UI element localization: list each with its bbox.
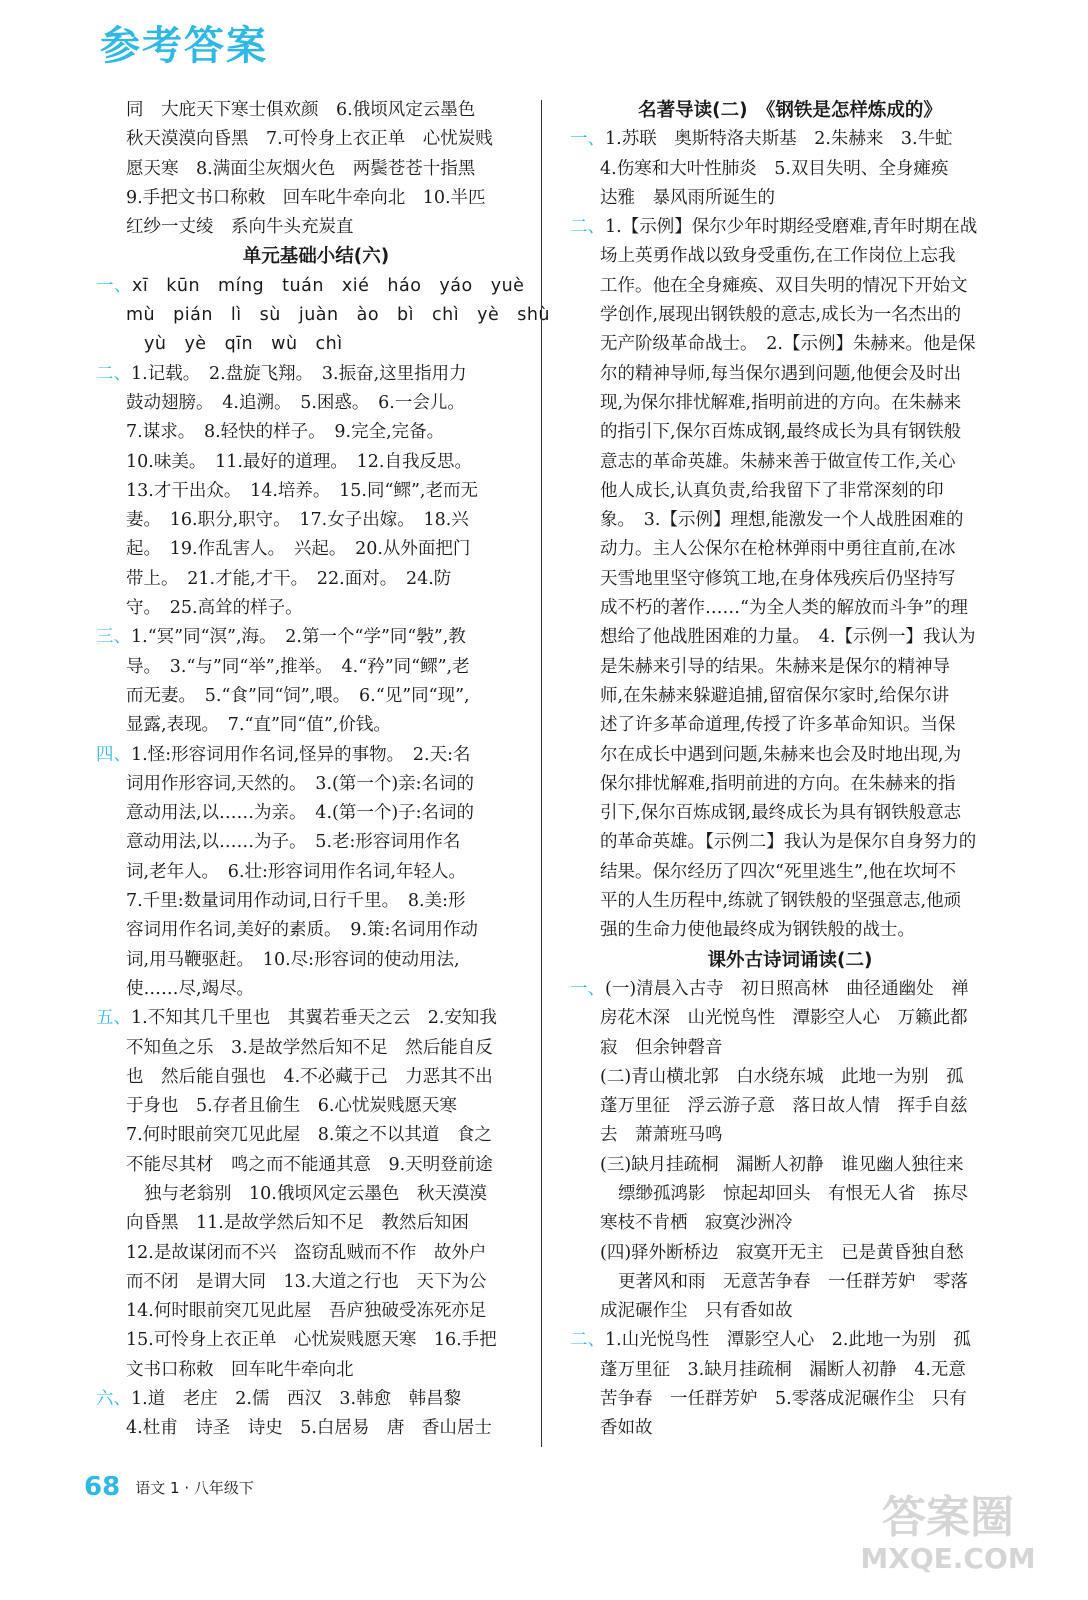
answer-line	[570, 565, 1010, 594]
answer-line	[96, 418, 536, 447]
answer-line	[570, 1121, 1010, 1150]
answer-line	[96, 1326, 536, 1355]
answer-line	[96, 1063, 536, 1092]
answer-line	[96, 741, 536, 770]
line-text: 场上英勇作战以致身受重伤,在工作岗位上忘我	[600, 246, 956, 267]
section-heading	[96, 242, 536, 271]
answer-line	[570, 301, 1010, 330]
answer-line	[570, 1180, 1010, 1209]
answer-line	[570, 1239, 1010, 1268]
line-text: 守。 25.高耸的样子。	[126, 598, 303, 619]
line-text: 强的生命力使他最终成为钢铁般的战士。	[600, 920, 915, 941]
answer-line	[96, 1239, 536, 1268]
line-text: 词用作形容词,天然的。 3.(第一个)亲:名词的	[126, 773, 475, 794]
answer-line	[570, 916, 1010, 945]
line-text: mù pián lì sù juàn ào bì chì yè shù	[126, 305, 551, 326]
answer-line	[96, 916, 536, 945]
line-text: 是朱赫来引导的结果。朱赫来是保尔的精神导	[600, 656, 950, 677]
answer-line	[96, 1297, 536, 1326]
line-text: 结果。保尔经历了四次“死里逃生”,他在坎坷不	[600, 861, 956, 882]
answer-line	[570, 1414, 1010, 1443]
line-text: 同 大庇天下寒士俱欢颜 6.俄顷风定云墨色	[126, 100, 476, 120]
section-heading	[570, 96, 1010, 125]
line-text: 更著风和雨 无意苦争春 一任群芳妒 零落	[618, 1271, 968, 1292]
answer-line	[96, 828, 536, 857]
answer-line	[96, 213, 536, 242]
line-text: 妻。 16.职分,职守。 17.女子出嫁。 18.兴	[126, 510, 469, 531]
line-text: 课外古诗词诵读(二)	[707, 949, 873, 971]
line-text: 15.可怜身上衣正单 心忧炭贱愿天寒 16.手把	[126, 1330, 497, 1351]
line-text: 寂 但余钟磬音	[600, 1037, 723, 1058]
line-text: 缥缈孤鸿影 惊起却回头 有恨无人省 拣尽	[618, 1183, 968, 1204]
line-text: 单元基础小结(六)	[242, 246, 390, 268]
section-marker: 二、	[96, 363, 131, 384]
answer-line	[96, 477, 536, 506]
answer-line	[96, 1209, 536, 1238]
line-text: 1.不知其几千里也 其翼若垂天之云 2.安知我	[131, 1008, 497, 1029]
line-text: 成不朽的著作……“为全人类的解放而斗争”的理	[600, 598, 968, 619]
answer-line	[570, 1209, 1010, 1238]
line-text: 房花木深 山光悦鸟性 潭影空人心 万籁此都	[600, 1008, 968, 1029]
line-text: 10.味美。 11.最好的道理。 12.自我反思。	[126, 451, 472, 472]
line-text: 而无妻。 5.“食”同“饲”,喂。 6.“见”同“现”,	[126, 685, 470, 706]
answer-line	[570, 389, 1010, 418]
line-text: 1.苏联 奥斯特洛夫斯基 2.朱赫来 3.牛虻	[605, 129, 953, 150]
left-column	[96, 96, 551, 1444]
answer-line	[570, 594, 1010, 623]
line-text: 无产阶级革命战士。 2.【示例】朱赫来。他是保	[600, 334, 976, 355]
answer-line	[96, 360, 536, 389]
line-text: 1.山光悦鸟性 潭影空人心 2.此地一为别 孤	[605, 1330, 971, 1351]
line-text: 学创作,展现出钢铁般的意志,成长为一名杰出的	[600, 305, 962, 326]
answer-line	[570, 272, 1010, 301]
line-text: 词,老年人。 6.壮:形容词用作名词,年轻人。	[126, 861, 466, 882]
line-text: 13.才干出众。 14.培养。 15.同“鳏”,老而无	[126, 480, 478, 501]
answer-line	[96, 887, 536, 916]
answer-line	[96, 125, 536, 154]
line-text: 的革命英雄。【示例二】我认为是保尔自身努力的	[600, 832, 977, 853]
answer-line	[570, 1385, 1010, 1414]
column-divider	[541, 100, 542, 1447]
answer-line	[96, 653, 536, 682]
answer-line	[570, 330, 1010, 359]
line-text: xī kūn míng tuán xié háo yáo yuè	[132, 275, 525, 296]
answer-line	[570, 213, 1010, 242]
answer-line	[96, 1034, 536, 1063]
answer-line	[96, 858, 536, 887]
section-marker: 一、	[570, 129, 605, 150]
answer-line	[96, 1356, 536, 1385]
answer-line	[570, 535, 1010, 564]
answer-line	[96, 565, 536, 594]
answer-line	[96, 155, 536, 184]
answer-line	[570, 799, 1010, 828]
line-text: 而不闭 是谓大同 13.大道之行也 天下为公	[126, 1271, 487, 1292]
line-text: 他人成长,认真负责,给我留下了非常深刻的印	[600, 480, 944, 501]
answer-line	[570, 623, 1010, 652]
line-text: 蓬万里征 3.缺月挂疏桐 漏断人初静 4.无意	[600, 1359, 966, 1380]
answer-line	[96, 1092, 536, 1121]
line-text: 14.何时眼前突兀见此屋 吾庐独破受冻死亦足	[126, 1301, 487, 1322]
answer-line	[96, 1268, 536, 1297]
answer-line	[570, 1151, 1010, 1180]
line-text: 不能尽其材 鸣之而不能通其意 9.天明登前途	[126, 1154, 493, 1175]
page-title: 参考答案	[100, 23, 268, 69]
footer	[84, 1472, 254, 1502]
answer-line	[96, 711, 536, 740]
answer-line	[570, 1034, 1010, 1063]
answer-line	[96, 1385, 536, 1414]
line-text: 现,为保尔排忧解难,指明前进的方向。在朱赫来	[600, 392, 962, 413]
line-text: 1.道 老庄 2.儒 西汉 3.韩愈 韩昌黎	[131, 1389, 462, 1410]
answer-line	[570, 1356, 1010, 1385]
answer-line	[570, 360, 1010, 389]
answer-line	[96, 448, 536, 477]
answer-line	[96, 301, 551, 330]
section-marker: 六、	[96, 1389, 131, 1410]
answer-line	[570, 711, 1010, 740]
line-text: 寒枝不肯栖 寂寞沙洲冷	[600, 1213, 793, 1234]
section-marker: 三、	[96, 627, 131, 648]
line-text: 不知鱼之乐 3.是故学然后知不足 然后能自反	[126, 1037, 493, 1058]
line-text: 香如故	[600, 1418, 653, 1439]
line-text: 于身也 5.存者且偷生 6.心忧炭贱愿天寒	[126, 1096, 457, 1117]
answer-line	[96, 184, 536, 213]
answer-line	[96, 1004, 536, 1033]
line-text: 带上。 21.才能,才干。 22.面对。 24.防	[126, 568, 452, 589]
line-text: yù yè qīn wù chì	[144, 334, 343, 355]
answer-line	[96, 975, 536, 1004]
line-text: (三)缺月挂疏桐 漏断人初静 谁见幽人独往来	[600, 1154, 964, 1175]
section-marker: 二、	[570, 217, 605, 238]
line-text: 文书口称敕 回车叱牛牵向北	[126, 1359, 354, 1380]
line-text: 7.千里:数量词用作动词,日行千里。 8.美:形	[126, 891, 466, 912]
line-text: 1.“冥”同“溟”,海。 2.第一个“学”同“斅”,教	[131, 627, 466, 648]
line-text: 蓬万里征 浮云游子意 落日故人情 挥手自兹	[600, 1096, 968, 1117]
answer-line	[96, 96, 536, 125]
answer-line	[570, 682, 1010, 711]
answer-line	[570, 155, 1010, 184]
answer-line	[570, 448, 1010, 477]
answer-line	[570, 770, 1010, 799]
line-text: 尔的精神导师,每当保尔遇到问题,他便会及时出	[600, 363, 962, 384]
line-text: 述了许多革命道理,传授了许多革命知识。当保	[600, 715, 956, 736]
answer-line	[570, 1297, 1010, 1326]
answer-line	[96, 623, 536, 652]
line-text: 保尔排忧解难,指明前进的方向。在朱赫来的指	[600, 773, 956, 794]
answer-line	[96, 1151, 536, 1180]
line-text: (四)驿外断桥边 寂寞开无主 已是黄昏独自愁	[600, 1242, 964, 1263]
line-text: 工作。他在全身瘫痪、双目失明的情况下开始文	[600, 275, 968, 296]
line-text: 1.怪:形容词用作名词,怪异的事物。 2.天:名	[131, 744, 471, 765]
line-text: 鼓动翅膀。 4.追溯。 5.困惑。 6.一会儿。	[126, 392, 465, 413]
watermark-text: 答案圈	[882, 1492, 1014, 1543]
answer-line	[96, 799, 536, 828]
line-text: (二)青山横北郭 白水绕东城 此地一为别 孤	[600, 1066, 964, 1087]
answer-line	[570, 418, 1010, 447]
line-text: 师,在朱赫来躲避追捕,留宿保尔家时,给保尔讲	[600, 685, 950, 706]
answer-line	[96, 1180, 536, 1209]
answer-line	[570, 1004, 1010, 1033]
answer-line	[570, 506, 1010, 535]
line-text: 向昏黑 11.是故学然后知不足 教然后知困	[126, 1213, 469, 1234]
line-text: 独与老翁别 10.俄顷风定云墨色 秋天漠漠	[144, 1183, 487, 1204]
line-text: 去 萧萧班马鸣	[600, 1125, 723, 1146]
answer-line	[96, 594, 536, 623]
answer-line	[570, 828, 1010, 857]
answer-line	[96, 535, 536, 564]
line-text: 7.谋求。 8.轻快的样子。 9.完全,完备。	[126, 422, 445, 443]
page-number: 68	[84, 1472, 121, 1502]
right-column	[570, 96, 1010, 1444]
answer-line	[570, 1092, 1010, 1121]
line-text: 使……尽,竭尽。	[126, 978, 255, 999]
answer-line	[570, 477, 1010, 506]
line-text: 4.杜甫 诗圣 诗史 5.白居易 唐 香山居士	[126, 1418, 492, 1439]
line-text: 想给了他战胜困难的力量。 4.【示例一】我认为	[600, 627, 976, 648]
line-text: 词,用马鞭驱赶。 10.尽:形容词的使动用法,	[126, 949, 460, 970]
answer-line	[96, 1414, 536, 1443]
line-text: 愿天寒 8.满面尘灰烟火色 两鬓苍苍十指黑	[126, 158, 476, 179]
line-text: 平的人生历程中,练就了钢铁般的坚强意志,他顽	[600, 891, 962, 912]
line-text: 名著导读(二) 《钢铁是怎样炼成的》	[638, 100, 942, 121]
line-text: 秋天漠漠向昏黑 7.可怜身上衣正单 心忧炭贱	[126, 129, 493, 150]
line-text: 苦争春 一任群芳妒 5.零落成泥碾作尘 只有	[600, 1389, 967, 1410]
answer-line	[570, 887, 1010, 916]
answer-line	[570, 1063, 1010, 1092]
line-text: 红纱一丈绫 系向牛头充炭直	[126, 217, 354, 238]
line-text: 引下,保尔百炼成钢,最终成长为具有钢铁般意志	[600, 803, 962, 824]
subject-label: 语文 1 · 八年级下	[135, 1478, 254, 1497]
line-text: 意动用法,以……为子。 5.老:形容词用作名	[126, 832, 461, 853]
section-marker: 五、	[96, 1008, 131, 1029]
answer-line	[96, 330, 536, 359]
watermark-logo	[848, 1480, 1048, 1580]
section-heading	[570, 946, 1010, 975]
answer-line	[570, 741, 1010, 770]
line-text: 也 然后能自强也 4.不必藏于己 力恶其不出	[126, 1066, 493, 1087]
line-text: 容词用作名词,美好的素质。 9.策:名词用作动	[126, 920, 478, 941]
line-text: 导。 3.“与”同“举”,推举。 4.“矜”同“鳏”,老	[126, 656, 470, 677]
answer-line	[96, 682, 536, 711]
answer-line	[570, 242, 1010, 271]
line-text: 动力。主人公保尔在枪林弹雨中勇往直前,在冰	[600, 539, 956, 560]
line-text: 12.是故谋闭而不兴 盗窃乱贼而不作 故外户	[126, 1242, 487, 1263]
line-text: 显露,表现。 7.“直”同“值”,价钱。	[126, 715, 391, 736]
line-text: 7.何时眼前突兀见此屋 8.策之不以其道 食之	[126, 1125, 492, 1146]
line-text: (一)清晨入古寺 初日照高林 曲径通幽处 禅	[605, 978, 969, 999]
answer-line	[96, 1121, 536, 1150]
answer-line	[570, 125, 1010, 154]
section-marker: 二、	[570, 1330, 605, 1351]
line-text: 意志的革命英雄。朱赫来善于做宣传工作,关心	[600, 451, 956, 472]
answer-line	[96, 946, 536, 975]
line-text: 象。 3.【示例】理想,能激发一个人战胜困难的	[600, 510, 964, 531]
line-text: 4.伤寒和大叶性肺炎 5.双目失明、全身瘫痪	[600, 158, 949, 179]
answer-line	[570, 858, 1010, 887]
line-text: 起。 19.作乱害人。 兴起。 20.从外面把门	[126, 539, 471, 560]
answer-line	[570, 975, 1010, 1004]
section-marker: 一、	[570, 978, 605, 999]
line-text: 尔在成长中遇到问题,朱赫来也会及时地出现,为	[600, 744, 962, 765]
line-text: 达雅 暴风雨所诞生的	[600, 187, 775, 208]
line-text: 1.【示例】保尔少年时期经受磨难,青年时期在战	[605, 217, 978, 238]
line-text: 的指引下,保尔百炼成钢,最终成长为具有钢铁般	[600, 422, 962, 443]
line-text: 天雪地里坚守修筑工地,在身体残疾后仍坚持写	[600, 568, 956, 589]
answer-line	[570, 1326, 1010, 1355]
answer-line	[96, 272, 536, 301]
answer-line	[96, 389, 536, 418]
line-text: 意动用法,以……为亲。 4.(第一个)子:名词的	[126, 803, 475, 824]
answer-line	[96, 770, 536, 799]
line-text: 成泥碾作尘 只有香如故	[600, 1301, 793, 1322]
answer-line	[570, 653, 1010, 682]
answer-line	[570, 1268, 1010, 1297]
section-marker: 一、	[96, 275, 132, 296]
watermark-url: MXQE.COM	[860, 1542, 1036, 1575]
answer-line	[570, 184, 1010, 213]
section-marker: 四、	[96, 744, 131, 765]
answer-line	[96, 506, 536, 535]
line-text: 9.手把文书口称敕 回车叱牛牵向北 10.半匹	[126, 187, 486, 208]
line-text: 1.记载。 2.盘旋飞翔。 3.振奋,这里指用力	[131, 363, 467, 384]
